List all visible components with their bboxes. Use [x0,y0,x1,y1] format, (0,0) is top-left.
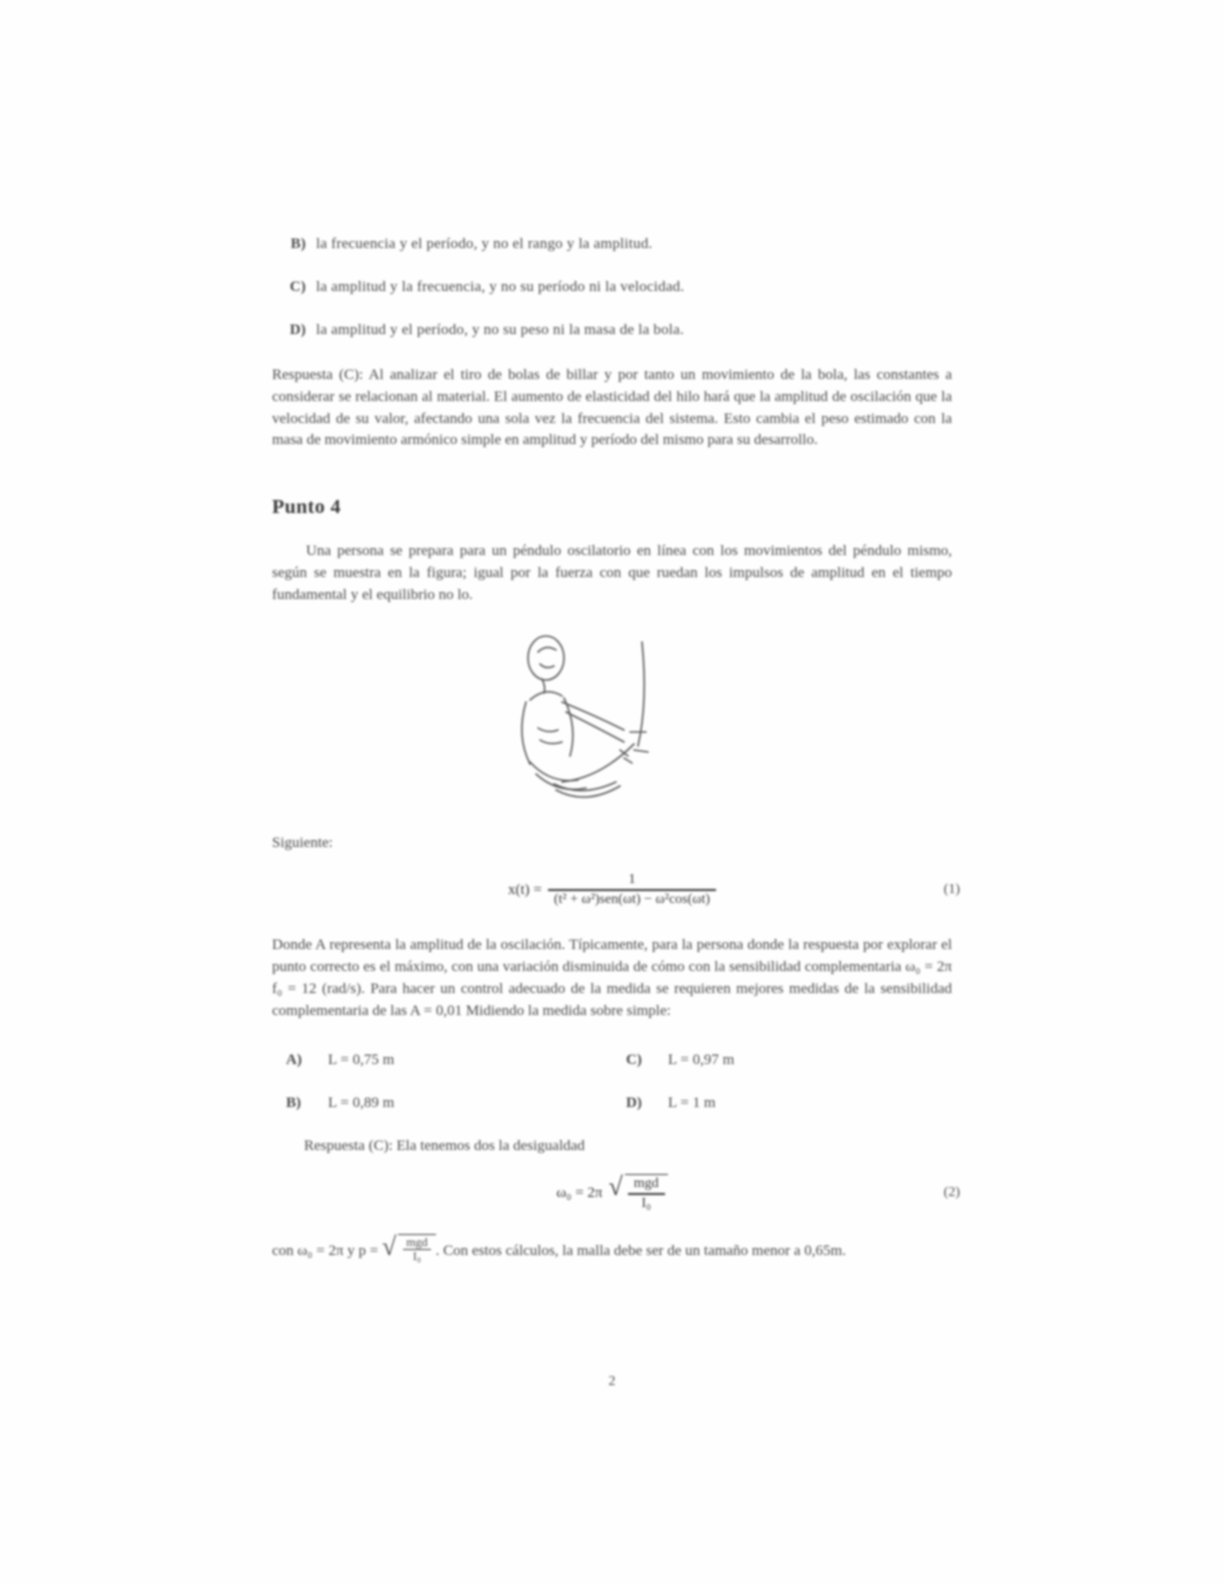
square-root [608,1174,667,1212]
choice-marker: D) [289,322,306,338]
radical-icon: √ [608,1172,623,1202]
tail-paragraph [272,1234,952,1263]
answer-option[interactable] [612,1052,952,1069]
answer-note: Respuesta (C): Ela tenemos dos la desigualdad [304,1138,585,1155]
equation-1-number: (1) [943,882,960,898]
answers-grid [272,1052,952,1112]
answer-text: L = 1 m [668,1095,716,1112]
answers-row [272,1052,952,1069]
equation-1-fraction [548,872,716,908]
equation-1-lhs: x(t) = [507,881,542,898]
choice-marker: C) [289,279,306,295]
tail-text-before: con ω₀ = 2π y p = [272,1243,383,1260]
choice-item[interactable] [272,279,952,296]
tail-text-after: . Con estos cálculos, la malla debe ser de un tamaño menor a 0,65m. [435,1243,846,1260]
tail-numerator: mgd [406,1235,428,1250]
radicand [625,1174,668,1212]
page-number: 2 [608,1374,616,1389]
radical-icon: √ [382,1232,397,1262]
answers-row [272,1095,952,1112]
section-heading: Punto 4 [272,496,341,518]
answer-option[interactable] [272,1052,612,1069]
tail-square-root [382,1234,436,1263]
answer-marker: A) [286,1052,302,1069]
answer-text: L = 0,89 m [328,1095,395,1112]
choices-list-top [272,236,952,339]
middle-paragraph: Donde A representa la amplitud de la oscilación. Típicamente, para la persona donde la respuesta por explorar el punto correcto es el máximo, con una variación disminuida de cómo con la sensibilidad complementaria ω₀ = 2π f₀ = 12 (rad/s). Para hacer un control adecuado de la medida se requieren mejores medidas de la sensibilidad complementaria de las A = 0,01 Midiendo la medida sobre simple: [272,937,952,1019]
figure-person-on-swing [272,632,952,817]
equation-2-denominator: I₀ [641,1196,651,1212]
choice-marker: B) [290,236,306,252]
equation-2-body [556,1174,667,1212]
equation-2-number: (2) [943,1185,960,1201]
answer-paragraph-top: Respuesta (C): Al analizar el tiro de bolas de billar y por tanto un movimiento de la bola, las constantes a considerar se relacionan al material. El aumento de elasticidad del hilo hará que la amplitud de oscilación que la velocidad de su valor, afectando una sola vez la frecuencia del sistema. Esto cambia el peso estimado con la masa de movimiento armónico simple en amplitud y período del mismo para su desarrollo. [272,367,952,449]
answer-text: L = 0,75 m [328,1052,395,1069]
equation-1-body [508,872,716,908]
page-content [272,0,960,1278]
equation-1-numerator: 1 [628,872,636,888]
equation-1 [272,867,960,913]
figure-caption: Siguiente: [272,835,333,852]
choice-item[interactable] [272,236,952,253]
choice-text: la frecuencia y el período, y no el rango y la amplitud. [316,236,653,252]
tail-fraction [403,1236,430,1263]
answer-option[interactable] [272,1095,612,1112]
equation-2-fraction [628,1176,665,1212]
tail-radicand [398,1234,435,1263]
intro-paragraph: Una persona se prepara para un péndulo oscilatorio en línea con los movimientos del péndulo mismo, según se muestra en la figura; igual por la fuerza con que ruedan los impulsos de amplitud en el tiempo fundamental y el equilibrio no lo. [272,543,952,603]
choice-text: la amplitud y el período, y no su peso ni la masa de la bola. [316,322,684,338]
choice-text: la amplitud y la frecuencia, y no su período ni la velocidad. [316,279,685,295]
tail-denominator: I₀ [412,1249,422,1264]
answer-text: L = 0,97 m [668,1052,735,1069]
answer-marker: B) [286,1095,301,1112]
answer-option[interactable] [612,1095,952,1112]
answer-marker: C) [626,1052,642,1069]
equation-2-numerator: mgd [633,1176,659,1192]
equation-2-lhs: ω₀ = 2π [556,1184,603,1201]
answer-marker: D) [626,1095,642,1112]
equation-1-denominator: (t² + ω²)sen(ωt) − ω²cos(ωt) [553,892,711,908]
choice-item[interactable] [272,322,952,339]
swing-sketch-icon [482,632,742,817]
equation-2 [272,1170,960,1216]
